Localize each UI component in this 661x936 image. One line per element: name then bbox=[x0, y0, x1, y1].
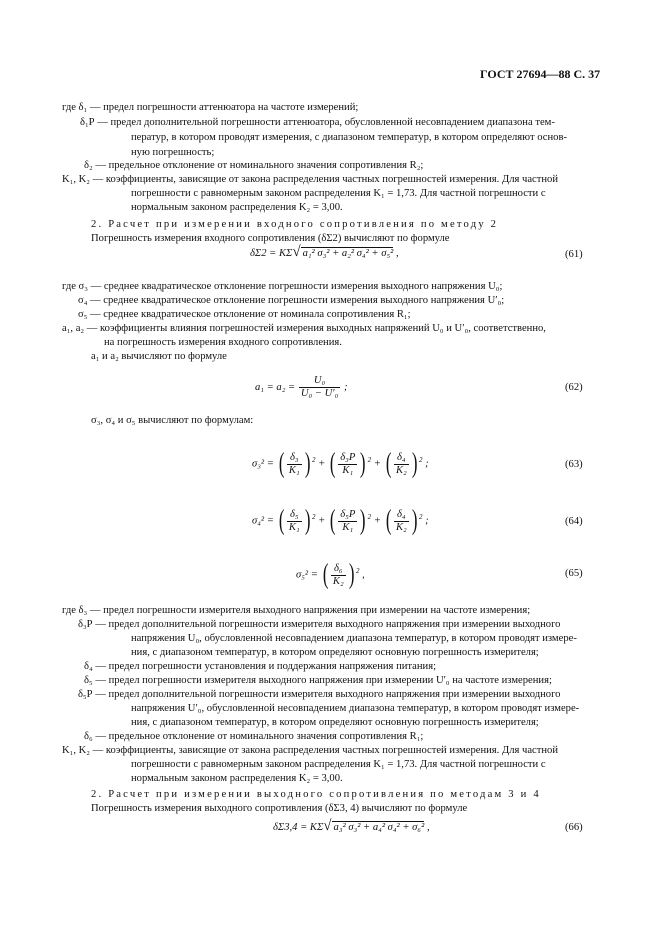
section-intro-method34: Погрешность измерения выходного сопротивления (δΣ3, 4) вычисляют по формуле bbox=[91, 803, 468, 814]
eq62-tail: ; bbox=[343, 381, 348, 393]
eq62-lhs: a₁ = a₂ = bbox=[255, 381, 296, 393]
eq65-term1 bbox=[331, 563, 346, 588]
def-delta1: где δ₁ — предел погрешности аттенюатора на частоте измерений; bbox=[62, 102, 359, 113]
def-delta1p-cont1: ператур, в котором проводят измерения, с диапазоном температур, в котором определяют основ- bbox=[131, 132, 567, 143]
def-sigma3: где σ₃ — среднее квадратическое отклонение погрешности измерения выходного напряжения U₀; bbox=[62, 281, 503, 292]
eq65-t1-den: K₂ bbox=[332, 575, 344, 587]
eq63-t3-num: δ₄ bbox=[394, 452, 409, 465]
page-header: ГОСТ 27694—88 С. 37 bbox=[480, 67, 601, 81]
def-sigma4: σ₄ — среднее квадратическое отклонение погрешности измерения выходного напряжения U′₀; bbox=[78, 295, 505, 306]
eq66-number: (66) bbox=[565, 822, 583, 833]
eq62-number: (62) bbox=[565, 382, 583, 393]
eq62-numerator: U₀ bbox=[299, 375, 340, 388]
eq63-t2-den: K₁ bbox=[342, 464, 354, 476]
section-intro-method2: Погрешность измерения входного сопротивления (δΣ2) вычисляют по формуле bbox=[91, 233, 450, 244]
eq66-tail: , bbox=[426, 822, 430, 833]
eq65-t1-num: δ₆ bbox=[331, 563, 346, 576]
eq63-term2 bbox=[338, 452, 357, 477]
eq63-lhs: σ₃² = bbox=[252, 458, 274, 470]
def-delta5p: δ₅Р — предел дополнительной погрешности измерителя выходного напряжения при измерении выходного bbox=[78, 689, 561, 700]
eq65-tail: , bbox=[362, 569, 365, 581]
sigma-formulas-intro: σ₃, σ₄ и σ₅ вычисляют по формулам: bbox=[91, 415, 254, 426]
eq65-lhs: σ₅² = bbox=[296, 569, 318, 581]
equation-61 bbox=[250, 244, 399, 261]
eq64-t1-num: δ₅ bbox=[287, 509, 302, 522]
equation-63: σ₃² = ( $\frac{\text{δ₃}}{\text{K₁}}$ ) $^2$ + ( δ₃Р K₁ ) $^2$ + ( $\frac{\text{δ₄}}{\text{K₂}}$ ) $^2$ ; bbox=[252, 448, 429, 479]
def-a1-a2: a₁, a₂ — коэффициенты влияния погрешностей измерения выходных напряжений U₀ и U′₀, соответственно, bbox=[62, 323, 546, 334]
eq64-tail: ; bbox=[425, 515, 429, 527]
def-delta1p: δ₁Р — предел дополнительной погрешности аттенюатора, обусловленной несовпадением диапазона тем- bbox=[80, 117, 555, 128]
eq64-t3-den: K₂ bbox=[395, 521, 407, 533]
def-delta2: δ₂ — предельное отклонение от номинального значения сопротивления R₂; bbox=[84, 160, 424, 171]
eq63-term3 bbox=[394, 452, 409, 477]
eq63-term1 bbox=[287, 452, 302, 477]
def-delta3p: δ₃Р — предел дополнительной погрешности измерителя выходного напряжения при измерении выходного bbox=[78, 619, 561, 630]
eq66-radicand: a₃² σ₃² + a₄² σ₄² + σ₆² bbox=[333, 822, 425, 833]
a-formula-intro: a₁ и a₂ вычисляют по формуле bbox=[91, 351, 227, 362]
def-sigma5: σ₅ — среднее квадратическое отклонение от номинала сопротивления R₁; bbox=[78, 309, 411, 320]
eq63-t1-den: K₁ bbox=[288, 464, 300, 476]
eq63-t1-num: δ₃ bbox=[287, 452, 302, 465]
eq61-number: (61) bbox=[565, 249, 583, 260]
def-delta5p-cont1: напряжения U′₀, обусловленной несовпадением диапазона температур, в котором проводят измере- bbox=[131, 703, 580, 714]
eq61-lhs: δΣ2 = KΣ bbox=[250, 248, 293, 259]
sqrt-icon: √ bbox=[323, 818, 332, 834]
eq64-lhs: σ₄² = bbox=[252, 515, 274, 527]
eq64-t1-den: K₁ bbox=[288, 521, 300, 533]
equation-62 bbox=[255, 375, 347, 400]
def-delta1p-cont2: ную погрешность; bbox=[131, 147, 215, 158]
def-delta6: δ₆ — предельное отклонение от номинального значения сопротивления R₁; bbox=[84, 731, 424, 742]
eq63-t2-num: δ₃Р bbox=[340, 451, 356, 463]
def-delta4: δ₄ — предел погрешности установления и поддержания напряжения питания; bbox=[84, 661, 437, 672]
eq63-number: (63) bbox=[565, 459, 583, 470]
eq64-t2-num: δ₅Р bbox=[340, 508, 356, 520]
def-delta5p-cont2: ния, с диапазоном температур, в котором определяют основную погрешность измерителя; bbox=[131, 717, 539, 728]
eq63-t3-den: K₂ bbox=[395, 464, 407, 476]
def-delta5: δ₅ — предел погрешности измерителя выходного напряжения при измерении U′₀ на частоте измерения; bbox=[84, 675, 552, 686]
eq64-term1 bbox=[287, 509, 302, 534]
def-k1-k2-b-cont2: нормальным законом распределения K₂ = 3,00. bbox=[131, 773, 343, 784]
def-k1-k2-cont2: нормальным законом распределения K₂ = 3,00. bbox=[131, 202, 343, 213]
eq64-term3 bbox=[394, 509, 409, 534]
eq61-radicand: a₁² σ₃² + a₂² σ₄² + σ₅² bbox=[302, 248, 394, 259]
eq62-fraction bbox=[299, 375, 340, 400]
eq65-number: (65) bbox=[565, 568, 583, 579]
eq64-t3-num: δ₄ bbox=[394, 509, 409, 522]
eq63-tail: ; bbox=[425, 458, 429, 470]
eq61-tail: , bbox=[395, 248, 399, 259]
eq66-lhs: δΣ3,4 = KΣ bbox=[273, 822, 324, 833]
def-delta3p-cont2: ния, с диапазоном температур, в котором определяют основную погрешность измерителя; bbox=[131, 647, 539, 658]
section-title-method2: 2. Расчет при измерении входного сопротивления по методу 2 bbox=[91, 219, 499, 230]
sqrt-icon: √ bbox=[292, 244, 301, 260]
eq64-number: (64) bbox=[565, 516, 583, 527]
eq64-t2-den: K₁ bbox=[342, 521, 354, 533]
def-k1-k2-b-cont1: погрешности с равномерным законом распределения K₁ = 1,73. Для частной погрешности с bbox=[131, 759, 546, 770]
def-k1-k2-cont1: погрешности с равномерным законом распределения K₁ = 1,73. Для частной погрешности с bbox=[131, 188, 546, 199]
equation-66 bbox=[273, 818, 430, 835]
eq64-term2 bbox=[338, 509, 357, 534]
def-a1-a2-cont: на погрешность измерения входного сопротивления. bbox=[104, 337, 342, 348]
def-k1-k2: K₁, K₂ — коэффициенты, зависящие от закона распределения частных погрешностей измерения. Для частной bbox=[62, 174, 559, 185]
def-delta3p-cont1: напряжения U₀, обусловленной несовпадением диапазона температур, в котором проводят измере- bbox=[131, 633, 577, 644]
def-k1-k2-b: K₁, K₂ — коэффициенты, зависящие от закона распределения частных погрешностей измерения. Для частной bbox=[62, 745, 559, 756]
equation-65: σ₅² = ( $\frac{\text{δ₆}}{\text{K₂}}$ ) $^2$ , bbox=[296, 559, 365, 590]
def-delta3: где δ₃ — предел погрешности измерителя выходного напряжения при измерении на частоте измерения; bbox=[62, 605, 531, 616]
eq62-denominator: U₀ − U′₀ bbox=[300, 388, 339, 399]
section-title-method34: 2. Расчет при измерении выходного сопротивления по методам 3 и 4 bbox=[91, 789, 541, 800]
equation-64: σ₄² = ( $\frac{\text{δ₅}}{\text{K₁}}$ ) $^2$ + ( δ₅Р K₁ ) $^2$ + ( $\frac{\text{δ₄}}{\text{K₂}}$ ) $^2$ ; bbox=[252, 505, 429, 536]
